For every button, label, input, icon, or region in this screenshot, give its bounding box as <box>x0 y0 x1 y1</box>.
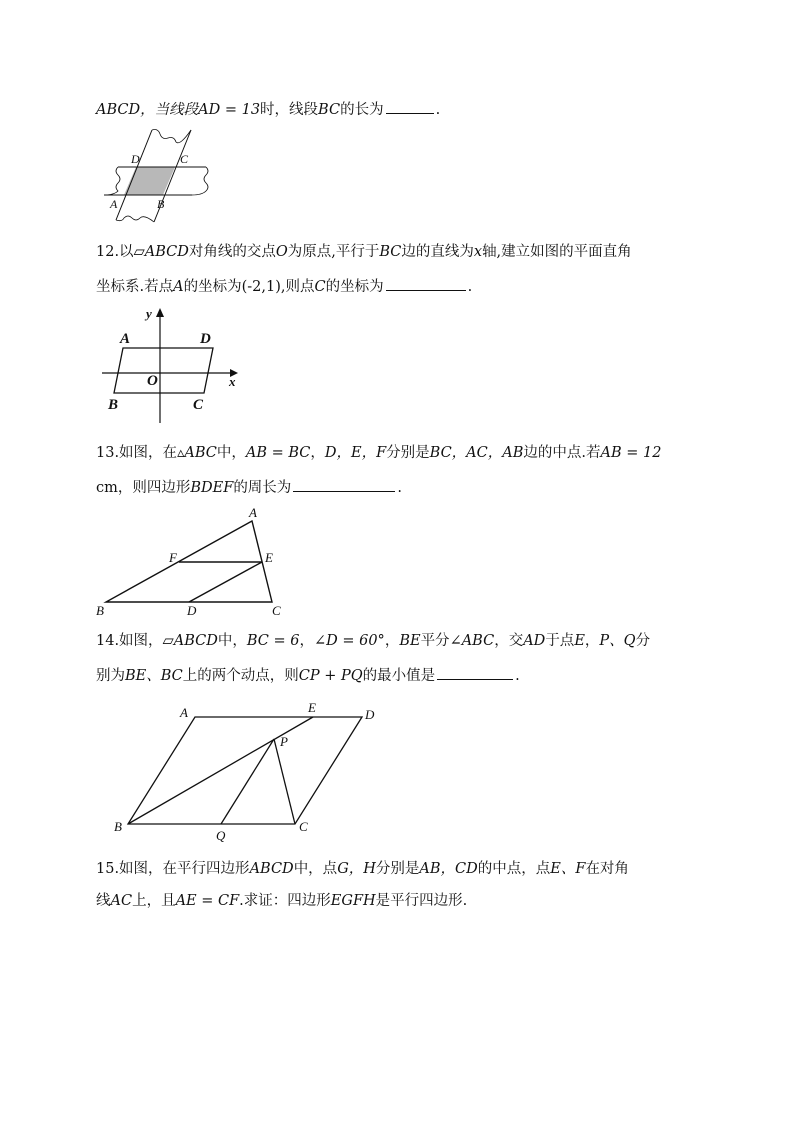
text: 中， <box>217 633 247 649</box>
math-text: x <box>473 244 483 260</box>
math-text: AC <box>110 893 133 909</box>
label-x: x <box>229 374 236 389</box>
text: 中，点 <box>293 861 338 877</box>
math-text: ∠D = 60° <box>313 633 385 649</box>
label-E: E <box>308 700 316 715</box>
text: 于点 <box>545 633 575 649</box>
label-D: D <box>200 331 211 347</box>
text: 13.如图，在 <box>96 445 178 461</box>
text: 上，且 <box>132 893 176 909</box>
answer-blank[interactable] <box>386 274 466 291</box>
math-text: BC = 6 <box>246 633 300 649</box>
problem12-line1 <box>96 242 632 262</box>
text: ， <box>299 633 314 649</box>
math-text: E、F <box>550 861 586 877</box>
text: 分别是 <box>386 445 430 461</box>
math-text: G，H <box>337 861 376 877</box>
segment-cp <box>274 739 295 824</box>
problem13-line2 <box>96 475 402 498</box>
label-D: D <box>365 707 375 722</box>
text: 轴,建立如图的平面直角 <box>482 244 632 260</box>
text: 12.以 <box>96 244 134 260</box>
math-text: BC <box>318 102 341 118</box>
text: 边的中点.若 <box>523 445 601 461</box>
problem14-line1 <box>96 631 650 651</box>
text: . <box>435 102 441 118</box>
label-P: P <box>280 734 288 749</box>
text: . <box>515 668 520 684</box>
label-F: F <box>169 550 177 565</box>
answer-blank[interactable] <box>293 475 395 492</box>
math-text: CP + PQ <box>298 668 363 684</box>
problem14-line2 <box>96 663 520 686</box>
text: 的坐标为 <box>325 279 384 295</box>
text: 别为 <box>96 668 125 684</box>
wavy-edge <box>116 216 154 222</box>
text: 15.如图，在平行四边形 <box>96 861 250 877</box>
math-text: AD <box>523 633 546 649</box>
segment-pq <box>221 739 274 824</box>
text: cm，则四边形 <box>96 480 191 496</box>
parallelogram-abcd <box>114 348 213 393</box>
math-text: AD = 13 <box>198 102 261 118</box>
y-axis-arrow <box>156 308 164 317</box>
problem13-line1 <box>96 443 661 463</box>
triangle-symbol: ▵ <box>177 445 185 461</box>
problem15-line1 <box>96 859 629 879</box>
label-D: D <box>131 152 140 166</box>
parallelogram-symbol: ▱ <box>162 633 174 649</box>
label-A: A <box>110 197 118 211</box>
label-C: C <box>299 819 308 834</box>
math-text: AB = 12 <box>600 445 662 461</box>
math-text: BE <box>399 633 421 649</box>
text: 的坐标为(-2,1),则点 <box>183 279 315 295</box>
label-C: C <box>272 603 281 618</box>
text: .求证：四边形 <box>239 893 331 909</box>
text: 的周长为 <box>233 480 292 496</box>
math-text: ABC <box>184 445 217 461</box>
text: . <box>467 279 473 295</box>
text: ，交 <box>494 633 524 649</box>
text: ， <box>384 633 400 649</box>
label-B: B <box>96 603 104 618</box>
label-D: D <box>187 603 197 618</box>
text: 时，线段 <box>260 102 319 118</box>
text: ， <box>584 633 600 649</box>
math-text: AE = CF <box>175 893 240 909</box>
text: 是平行四边形. <box>375 893 468 909</box>
problem11-line1 <box>96 97 440 120</box>
math-text: ABCD <box>173 633 218 649</box>
math-text: AB = BC <box>245 445 311 461</box>
math-text: C <box>314 279 326 295</box>
text: . <box>397 480 402 496</box>
text: 分 <box>635 633 651 649</box>
label-C: C <box>180 152 189 166</box>
label-A: A <box>120 331 131 347</box>
text: 为原点,平行于 <box>287 244 380 260</box>
wavy-edge <box>192 167 208 195</box>
math-text: ∠ABC <box>449 633 495 649</box>
label-A: A <box>249 505 257 520</box>
text: 对角线的交点 <box>188 244 276 260</box>
math-text: BDEF <box>190 480 234 496</box>
segment-ed <box>189 562 262 602</box>
wavy-edge <box>152 130 191 143</box>
problem14-figure <box>110 698 390 848</box>
math-text: BC，AC，AB <box>429 445 524 461</box>
label-y: y <box>146 306 152 321</box>
text: ABCD，当线段 <box>96 102 199 118</box>
math-text: BE、BC <box>125 668 183 684</box>
text: 的最小值是 <box>362 668 436 684</box>
problem11-figure <box>96 122 216 232</box>
text: 中， <box>216 445 246 461</box>
math-text: A <box>173 279 184 295</box>
label-E: E <box>265 550 273 565</box>
problem12-figure <box>100 305 250 425</box>
problem12-line2 <box>96 274 472 297</box>
text: 坐标系.若点 <box>96 279 174 295</box>
text: 边的直线为 <box>401 244 474 260</box>
math-text: EGFH <box>330 893 376 909</box>
answer-blank[interactable] <box>386 97 434 114</box>
math-text: O <box>275 244 288 260</box>
text: 平分 <box>420 633 450 649</box>
text: 14.如图， <box>96 633 163 649</box>
label-C: C <box>193 397 204 413</box>
problem15-line2 <box>96 891 467 911</box>
math-text: P、Q <box>599 633 636 649</box>
label-Q: Q <box>216 828 226 843</box>
answer-blank[interactable] <box>437 663 513 680</box>
parallelogram-symbol: ▱ <box>133 244 145 260</box>
problem13-figure <box>96 502 296 622</box>
text: 的中点，点 <box>477 861 551 877</box>
label-A: A <box>180 705 188 720</box>
label-B: B <box>114 819 122 834</box>
math-text: BC <box>379 244 402 260</box>
math-text: ABCD <box>144 244 189 260</box>
text: 分别是 <box>375 861 420 877</box>
math-text: ABCD <box>249 861 294 877</box>
label-O: O <box>147 373 158 389</box>
math-text: E <box>574 633 585 649</box>
label-B: B <box>157 197 165 211</box>
label-B: B <box>108 397 119 413</box>
math-text: D，E，F <box>324 445 387 461</box>
parallelogram-abcd <box>128 717 362 824</box>
text: 的长为 <box>340 102 384 118</box>
math-text: AB，CD <box>419 861 478 877</box>
text: 线 <box>96 893 111 909</box>
text: ， <box>310 445 325 461</box>
text: 在对角 <box>585 861 629 877</box>
text: 上的两个动点，则 <box>182 668 299 684</box>
wavy-edge <box>104 167 120 195</box>
